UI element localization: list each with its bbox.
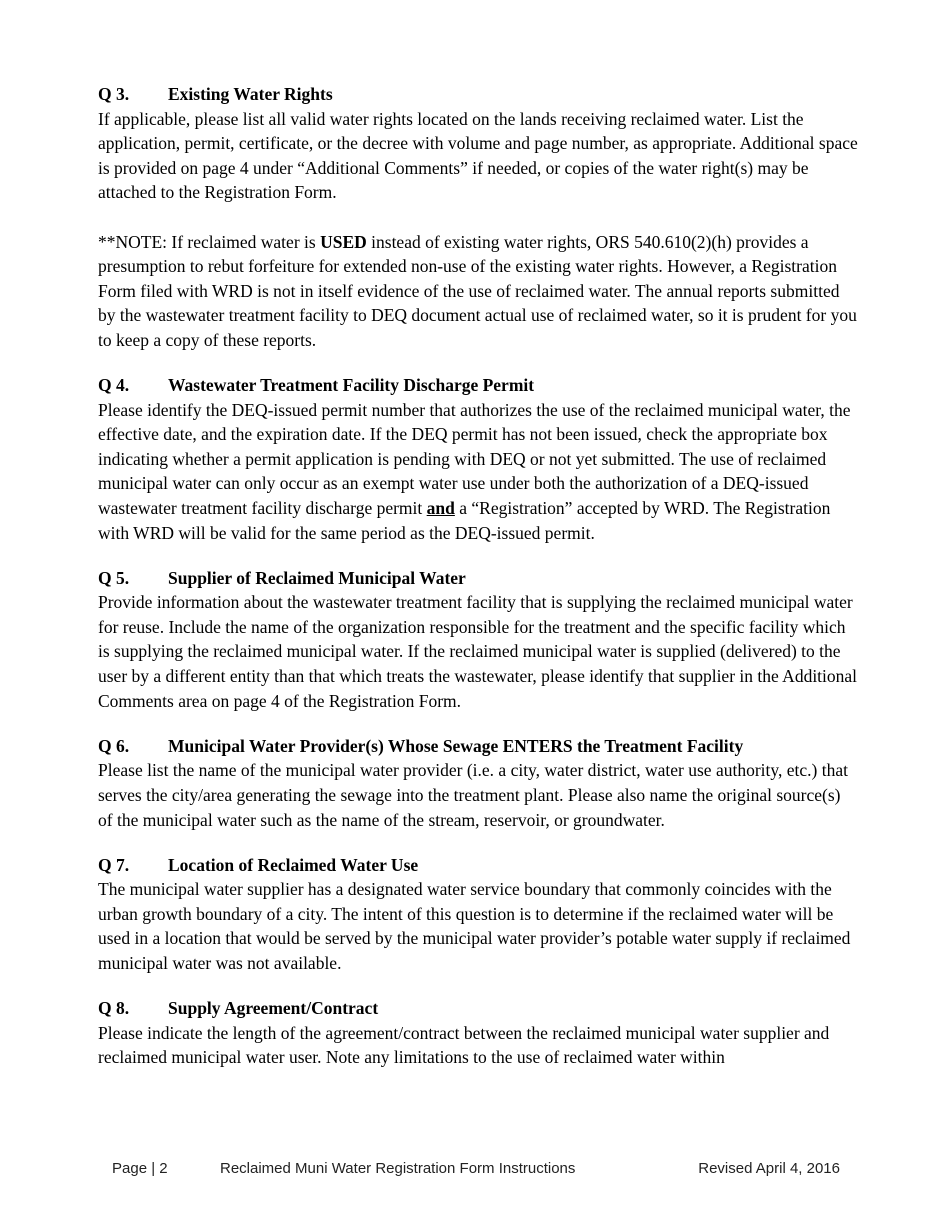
question-title: Location of Reclaimed Water Use (168, 854, 419, 875)
page-number: Page | 2 (112, 1160, 168, 1177)
section-q4 (98, 373, 858, 545)
section-heading (98, 373, 858, 398)
section-paragraph (98, 398, 858, 546)
question-number: Q 7. (98, 854, 130, 875)
section-heading (98, 82, 858, 107)
question-number: Q 5. (98, 567, 130, 588)
question-title: Supply Agreement/Contract (168, 998, 379, 1019)
section-q3 (98, 82, 858, 353)
section-q6 (98, 734, 858, 832)
question-number: Q 4. (98, 375, 130, 396)
section-paragraph: Please list the name of the municipal water provider (i.e. a city, water district, water use authority, etc.) that serves the city/area generating the sewage into the treatment plant. Please also name the original source(s) of the municipal water such as the name of the stream, reservoir, or groundwater. (98, 760, 848, 830)
paragraph-emphasis: and (426, 498, 455, 518)
section-q7 (98, 853, 858, 976)
question-title: Municipal Water Provider(s) Whose Sewage ENTERS the Treatment Facility (168, 735, 744, 756)
section-q8 (98, 996, 858, 1070)
question-number: Q 8. (98, 998, 130, 1019)
note-text-before: **NOTE: If reclaimed water is (98, 231, 321, 252)
revision-date: Revised April 4, 2016 (698, 1160, 840, 1177)
note-text-after: instead of existing water rights, ORS 540.610(2)(h) provides a presumption to rebut forfeiture for extended non-use of the existing water rights. However, a Registration Form filed with WRD is not in itself evidence of the use of reclaimed water. The annual reports submitted by the wastewater treatment facility to DEQ document actual use of reclaimed water, so it is prudent for you to keep a copy of these reports. (98, 231, 857, 350)
section-paragraph: If applicable, please list all valid water rights located on the lands receiving reclaimed water. List the application, permit, certificate, or the decree with volume and page number, as appropriate. Additional space is provided on page 4 under “Additional Comments” if needed, or copies of the water right(s) may be attached to the Registration Form. (98, 108, 858, 203)
section-q5 (98, 566, 858, 714)
section-paragraph: Please indicate the length of the agreement/contract between the reclaimed municipal water supplier and reclaimed municipal water user. Note any limitations to the use of reclaimed water within (98, 1022, 830, 1068)
section-paragraph: Provide information about the wastewater treatment facility that is supplying the reclaimed municipal water for reuse. Include the name of the organization responsible for the treatment and the specific facility which is supplying the reclaimed municipal water. If the reclaimed municipal water is supplied (delivered) to the user by a different entity than that which treats the wastewater, please identify that supplier in the Additional Comments area on page 4 of the Registration Form. (98, 592, 858, 711)
section-heading (98, 996, 858, 1021)
note-paragraph (98, 230, 858, 353)
question-number: Q 3. (98, 84, 130, 104)
footer-document-title: Reclaimed Muni Water Registration Form Instructions (220, 1160, 576, 1177)
paragraph-text-after: a “Registration” accepted by WRD. The Registration with WRD will be valid for the same period as the DEQ-issued permit. (98, 498, 831, 543)
question-number: Q 6. (98, 735, 130, 756)
section-heading (98, 853, 858, 878)
paragraph-text-before: Please identify the DEQ-issued permit number that authorizes the use of the reclaimed municipal water, the effective date, and the expiration date. If the DEQ permit has not been issued, check the appropriate box indicating whether a permit application is pending with DEQ or not yet submitted. The use of reclaimed municipal water can only occur as an exempt water use under both the authorization of a DEQ-issued wastewater treatment facility discharge permit (98, 399, 851, 518)
question-title: Wastewater Treatment Facility Discharge Permit (168, 375, 535, 396)
section-heading (98, 734, 858, 759)
note-emphasis: USED (320, 231, 367, 252)
question-title: Supplier of Reclaimed Municipal Water (168, 567, 466, 588)
question-title: Existing Water Rights (168, 84, 333, 104)
section-heading (98, 566, 858, 591)
section-paragraph: The municipal water supplier has a designated water service boundary that commonly coincides with the urban growth boundary of a city. The intent of this question is to determine if the reclaimed water will be used in a location that would be served by the municipal water provider’s potable water supply if reclaimed municipal water was not available. (98, 879, 851, 973)
document-body (98, 82, 858, 1090)
